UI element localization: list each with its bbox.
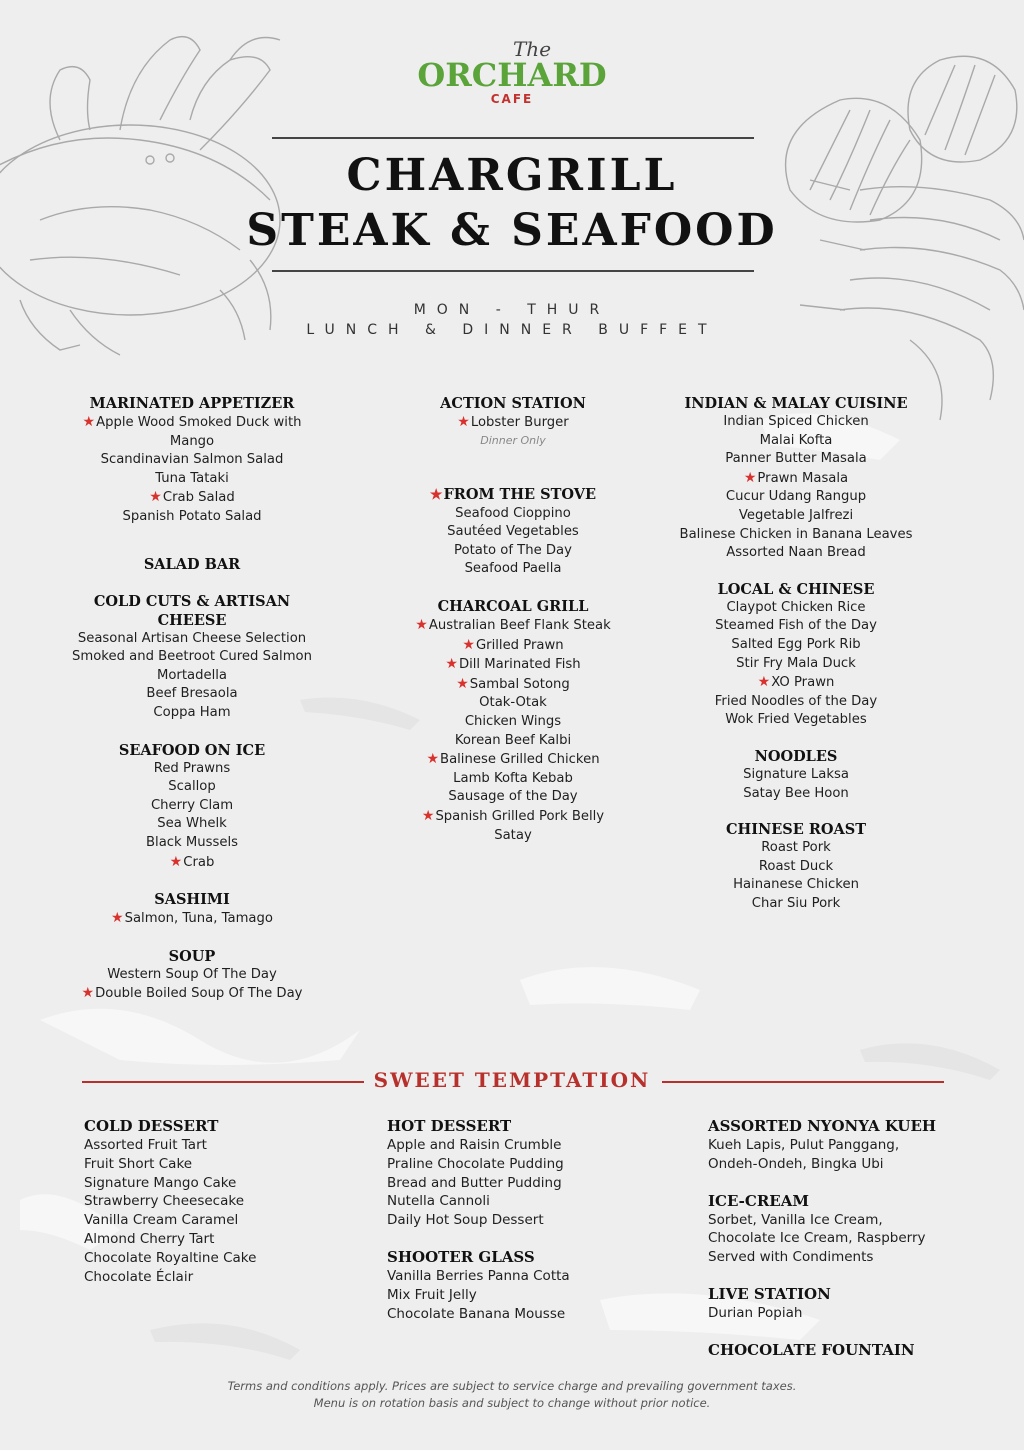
menu-item [70, 451, 314, 470]
menu-item [70, 778, 314, 797]
section-title-text: CHINESE ROAST [725, 821, 867, 839]
menu-item [84, 1249, 344, 1268]
menu-item [70, 966, 314, 985]
menu-item [674, 711, 918, 730]
menu-item [390, 616, 636, 636]
menu-item-text: Sausage of the Day [448, 789, 578, 805]
menu-item-text: Hainanese Chicken [733, 877, 859, 893]
section-title [674, 394, 918, 413]
menu-item [674, 655, 918, 674]
menu-item [674, 766, 918, 785]
menu-item [674, 858, 918, 877]
menu-item [70, 760, 314, 779]
menu-item-text: Western Soup Of The Day [107, 966, 277, 982]
menu-item [674, 876, 918, 895]
section-title-text: SEAFOOD ON ICE [118, 741, 266, 759]
section-note: Dinner Only [480, 433, 546, 447]
star-icon: ★ [426, 751, 440, 768]
menu-item-text: Steamed Fish of the Day [715, 618, 877, 634]
menu-item [390, 655, 636, 675]
menu-item [70, 704, 314, 723]
section-title-text: ASSORTED NYONYA KUEH [708, 1117, 937, 1135]
section-title-text: FROM THE STOVE [443, 485, 597, 503]
section-title [708, 1117, 1008, 1136]
menu-item [70, 984, 314, 1004]
menu-item-text: Seafood Paella [464, 561, 562, 577]
section-title-text: INDIAN & MALAY CUISINE [684, 395, 908, 412]
menu-item [70, 685, 314, 704]
menu-section [70, 947, 314, 1004]
menu-item-text: Potato of The Day [454, 542, 572, 558]
footer-terms [0, 1378, 1024, 1412]
star-icon: ★ [149, 489, 162, 506]
menu-item-text: Praline Chocolate Pudding [387, 1155, 564, 1172]
menu-item-text: Chocolate Royaltine Cake [84, 1249, 257, 1266]
section-title [674, 820, 918, 839]
menu-item-text: Bread and Butter Pudding [387, 1174, 562, 1191]
menu-item-text: XO Prawn [771, 675, 835, 691]
section-title [390, 485, 636, 505]
section-title [84, 1117, 344, 1136]
menu-section [390, 394, 636, 449]
menu-item-text: Balinese Chicken in Banana Leaves [679, 526, 913, 542]
menu-item-text: Roast Pork [761, 840, 831, 856]
menu-item [387, 1305, 667, 1324]
menu-section [70, 741, 314, 873]
section-title-text: SOUP [168, 947, 216, 965]
dessert-column-middle [387, 1117, 667, 1341]
menu-item [70, 853, 314, 873]
menu-item-text: Balinese Grilled Chicken [440, 752, 600, 768]
menu-item-text: Korean Beef Kalbi [454, 732, 572, 748]
menu-item-text: Salmon, Tuna, Tamago [124, 911, 273, 927]
menu-item [674, 544, 918, 563]
section-title-text: LOCAL & CHINESE [717, 580, 875, 598]
star-icon: ★ [757, 674, 771, 691]
menu-item [674, 839, 918, 858]
sweet-title: SWEET TEMPTATION [373, 1068, 651, 1092]
menu-item-text: Signature Mango Cake [84, 1174, 237, 1191]
menu-item [674, 413, 918, 432]
menu-item-text: Signature Laksa [743, 766, 849, 782]
menu-item [70, 667, 314, 686]
menu-item-text: Claypot Chicken Rice [726, 599, 866, 615]
star-icon: ★ [462, 636, 475, 653]
menu-item-text: Salted Egg Pork Rib [731, 636, 861, 652]
menu-item [390, 413, 636, 433]
menu-item-text: Char Siu Pork [751, 895, 841, 911]
menu-item [708, 1304, 1008, 1323]
menu-section [674, 580, 918, 730]
menu-section [84, 1117, 344, 1286]
star-icon: ★ [169, 853, 183, 870]
section-title [390, 394, 636, 413]
menu-item-text: Panner Butter Masala [725, 451, 867, 467]
menu-item-text: Prawn Masala [757, 470, 849, 486]
menu-item [674, 599, 918, 618]
menu-item [390, 732, 636, 751]
section-title-text: CHOCOLATE FOUNTAIN [708, 1340, 915, 1359]
menu-item [84, 1155, 344, 1174]
menu-item-text: Roast Duck [758, 858, 834, 874]
sweet-temptation-heading [0, 1068, 1024, 1092]
title-line-1: CHARGRILL [346, 150, 678, 201]
menu-item-text: Seasonal Artisan Cheese Selection [77, 630, 307, 646]
section-title [70, 394, 314, 413]
section-title [708, 1341, 1008, 1360]
menu-item [70, 488, 314, 508]
menu-item [674, 895, 918, 914]
menu-item [70, 909, 314, 929]
menu-item-text: Stir Fry Mala Duck [736, 655, 856, 671]
footer-line-1: Terms and conditions apply. Prices are subject to service charge and prevailing government taxes. [227, 1379, 797, 1393]
section-title [70, 890, 314, 909]
menu-item [84, 1174, 344, 1193]
star-icon: ★ [429, 486, 443, 503]
star-icon: ★ [421, 807, 435, 824]
menu-item-text: Mix Fruit Jelly [387, 1286, 477, 1303]
section-title [387, 1248, 667, 1267]
menu-item [70, 413, 314, 451]
menu-item-text: Scallop [168, 779, 216, 795]
menu-item-text: Sea Whelk [157, 816, 227, 832]
menu-item [387, 1136, 667, 1155]
menu-item-text: Indian Spiced Chicken [723, 414, 869, 429]
menu-item-text: Mortadella [156, 667, 227, 683]
menu-item [390, 694, 636, 713]
menu-item-text: Crab Salad [162, 490, 235, 506]
menu-item-text: Tuna Tataki [155, 470, 229, 486]
menu-item [390, 770, 636, 789]
menu-item-text: Sorbet, Vanilla Ice Cream, [708, 1211, 883, 1228]
menu-item-text: Assorted Fruit Tart [84, 1137, 207, 1153]
subtitle-type: LUNCH & DINNER BUFFET [306, 322, 718, 338]
menu-item-text: Strawberry Cheesecake [84, 1193, 245, 1210]
menu-item-text: Dill Marinated Fish [458, 657, 581, 673]
menu-section [70, 890, 314, 929]
menu-column-middle [390, 394, 636, 881]
menu-item [674, 432, 918, 451]
menu-item [674, 636, 918, 655]
menu-item-text: Beef Bresaola [146, 686, 238, 702]
menu-item-text: Double Boiled Soup Of The Day [95, 986, 303, 1002]
star-icon: ★ [111, 910, 124, 927]
menu-item [674, 469, 918, 489]
menu-section [70, 592, 314, 723]
section-title [70, 592, 314, 630]
menu-item-text: Chocolate Banana Mousse [387, 1305, 566, 1322]
logo-the: The [512, 37, 552, 61]
star-icon: ★ [457, 414, 470, 430]
menu-item-text: Spanish Grilled Pork Belly [435, 808, 605, 824]
menu-item-text: Chocolate Ice Cream, Raspberry [708, 1230, 926, 1247]
menu-item [390, 542, 636, 561]
menu-item-text: Ondeh-Ondeh, Bingka Ubi [708, 1155, 884, 1172]
menu-item-text: Seafood Cioppino [455, 505, 571, 521]
section-title-text: COLD DESSERT [84, 1117, 219, 1135]
section-title-text: HOT DESSERT [387, 1117, 512, 1135]
menu-item-text: Sambal Sotong [469, 676, 570, 692]
menu-item-text: Vanilla Cream Caramel [84, 1212, 239, 1229]
menu-section [387, 1117, 667, 1230]
menu-item [70, 815, 314, 834]
menu-item [390, 788, 636, 807]
menu-section [674, 820, 918, 913]
star-icon: ★ [415, 616, 428, 633]
menu-item [84, 1230, 344, 1249]
menu-section [390, 485, 636, 579]
menu-item [387, 1286, 667, 1305]
section-title [674, 747, 918, 766]
menu-item-text: Malai Kofta [759, 432, 833, 448]
menu-item [708, 1136, 1008, 1155]
menu-item [390, 523, 636, 542]
star-icon: ★ [82, 414, 96, 430]
menu-item [70, 797, 314, 816]
menu-item [674, 693, 918, 712]
menu-item [70, 648, 314, 667]
menu-item [387, 1174, 667, 1193]
menu-item [84, 1136, 344, 1155]
section-title [708, 1285, 1008, 1304]
footer-line-2: Menu is on rotation basis and subject to change without prior notice. [313, 1396, 711, 1410]
menu-section [708, 1341, 1008, 1360]
menu-section [674, 747, 918, 803]
menu-item-text: Coppa Ham [153, 704, 231, 720]
section-title [387, 1117, 667, 1136]
menu-item [674, 785, 918, 804]
section-title [70, 741, 314, 760]
menu-item-text: Lamb Kofta Kebab [453, 770, 573, 786]
star-icon: ★ [445, 656, 458, 673]
section-title-text: CHARCOAL GRILL [437, 597, 589, 615]
orchard-cafe-logo [0, 37, 1024, 106]
menu-item-text: Crab [183, 854, 215, 870]
menu-item-text: Fried Noodles of the Day [714, 693, 878, 709]
menu-section [708, 1117, 1008, 1174]
menu-item-text: Wok Fried Vegetables [725, 712, 867, 728]
menu-section [708, 1285, 1008, 1323]
menu-item [674, 673, 918, 693]
menu-section [674, 394, 918, 563]
menu-item [674, 450, 918, 469]
subtitle-days: MON - THUR [413, 302, 611, 318]
section-title [70, 555, 314, 574]
section-title-text: SASHIMI [154, 891, 230, 909]
menu-item [390, 675, 636, 695]
menu-item-text: Chicken Wings [464, 713, 562, 729]
menu-item [387, 1267, 667, 1286]
menu-item-text: Kueh Lapis, Pulut Panggang, [708, 1137, 900, 1153]
section-title [390, 597, 636, 616]
logo-cafe: CAFE [490, 92, 534, 106]
title-bottom-rule [272, 270, 754, 272]
menu-item-text: Grilled Prawn [475, 637, 564, 653]
section-title-text: ICE-CREAM [708, 1191, 809, 1210]
title-top-rule [272, 137, 754, 139]
star-icon: ★ [81, 985, 95, 1002]
menu-item-text: Black Mussels [146, 834, 238, 850]
menu-item-text: Assorted Naan Bread [726, 545, 866, 561]
menu-item [84, 1192, 344, 1211]
menu-item [387, 1192, 667, 1211]
menu-item [674, 526, 918, 545]
logo-name: ORCHARD [417, 56, 607, 94]
menu-item [387, 1155, 667, 1174]
menu-item [70, 508, 314, 527]
menu-item-text: Satay Bee Hoon [743, 785, 849, 801]
menu-item [390, 827, 636, 846]
menu-item-text: Apple Wood Smoked Duck with Mango [96, 415, 302, 449]
menu-item [390, 636, 636, 656]
menu-item [70, 630, 314, 649]
section-title-text: SHOOTER GLASS [387, 1247, 535, 1266]
menu-item-text: Chocolate Éclair [84, 1268, 194, 1285]
section-title-text: SALAD BAR [143, 555, 241, 573]
menu-item-text: Australian Beef Flank Steak [428, 617, 611, 633]
menu-item-text: Lobster Burger [470, 415, 569, 430]
menu-item [84, 1211, 344, 1230]
section-title [70, 947, 314, 966]
section-title [674, 580, 918, 599]
menu-item-text: Durian Popiah [708, 1304, 803, 1321]
menu-item-text: Otak-Otak [479, 695, 547, 711]
menu-item [70, 470, 314, 489]
menu-item-text: Almond Cherry Tart [84, 1230, 215, 1247]
menu-item [390, 713, 636, 732]
menu-section [390, 597, 636, 845]
menu-item-text: Red Prawns [153, 760, 231, 776]
menu-section [70, 555, 314, 574]
section-title-text: NOODLES [754, 747, 838, 765]
star-icon: ★ [743, 469, 757, 486]
menu-item [387, 1211, 667, 1230]
menu-column-left [70, 394, 314, 1022]
menu-item [674, 617, 918, 636]
menu-item [84, 1268, 344, 1287]
menu-item-text: Vanilla Berries Panna Cotta [387, 1267, 570, 1284]
menu-section [387, 1248, 667, 1323]
menu-section [708, 1192, 1008, 1267]
menu-item-text: Apple and Raisin Crumble [387, 1137, 562, 1153]
menu-item-text: Nutella Cannoli [387, 1193, 490, 1210]
menu-item-text: Served with Condiments [708, 1249, 874, 1266]
section-title-text: COLD CUTS & ARTISAN CHEESE [93, 592, 291, 629]
menu-item [390, 560, 636, 579]
section-title-text: MARINATED APPETIZER [89, 395, 295, 412]
menu-item [708, 1211, 1008, 1230]
section-title-text: ACTION STATION [440, 395, 586, 412]
menu-item-text: Scandinavian Salmon Salad [100, 452, 284, 468]
menu-column-right [674, 394, 918, 930]
menu-item [708, 1155, 1008, 1174]
menu-item [70, 834, 314, 853]
dessert-column-right [708, 1117, 1008, 1378]
menu-item-text: Cucur Udang Rangup [725, 489, 867, 505]
section-title-text: LIVE STATION [708, 1284, 831, 1303]
menu-item [708, 1248, 1008, 1267]
menu-item [390, 505, 636, 524]
section-title [708, 1192, 1008, 1211]
title-line-2: STEAK & SEAFOOD [246, 205, 778, 256]
star-icon: ★ [456, 675, 469, 692]
dessert-column-left [84, 1117, 344, 1304]
menu-item-text: Satay [494, 827, 532, 843]
menu-item-text: Smoked and Beetroot Cured Salmon [72, 649, 312, 665]
menu-item-text: Cherry Clam [150, 797, 234, 813]
menu-item [390, 750, 636, 770]
menu-item [390, 807, 636, 827]
menu-item-text: Vegetable Jalfrezi [738, 507, 854, 523]
menu-item-text: Daily Hot Soup Dessert [387, 1212, 544, 1229]
menu-item [708, 1229, 1008, 1248]
menu-item-text: Spanish Potato Salad [122, 508, 262, 524]
menu-item [674, 507, 918, 526]
menu-item-text: Fruit Short Cake [84, 1155, 193, 1172]
menu-section [70, 394, 314, 527]
menu-item-text: Sautéed Vegetables [447, 524, 579, 540]
menu-item [674, 488, 918, 507]
